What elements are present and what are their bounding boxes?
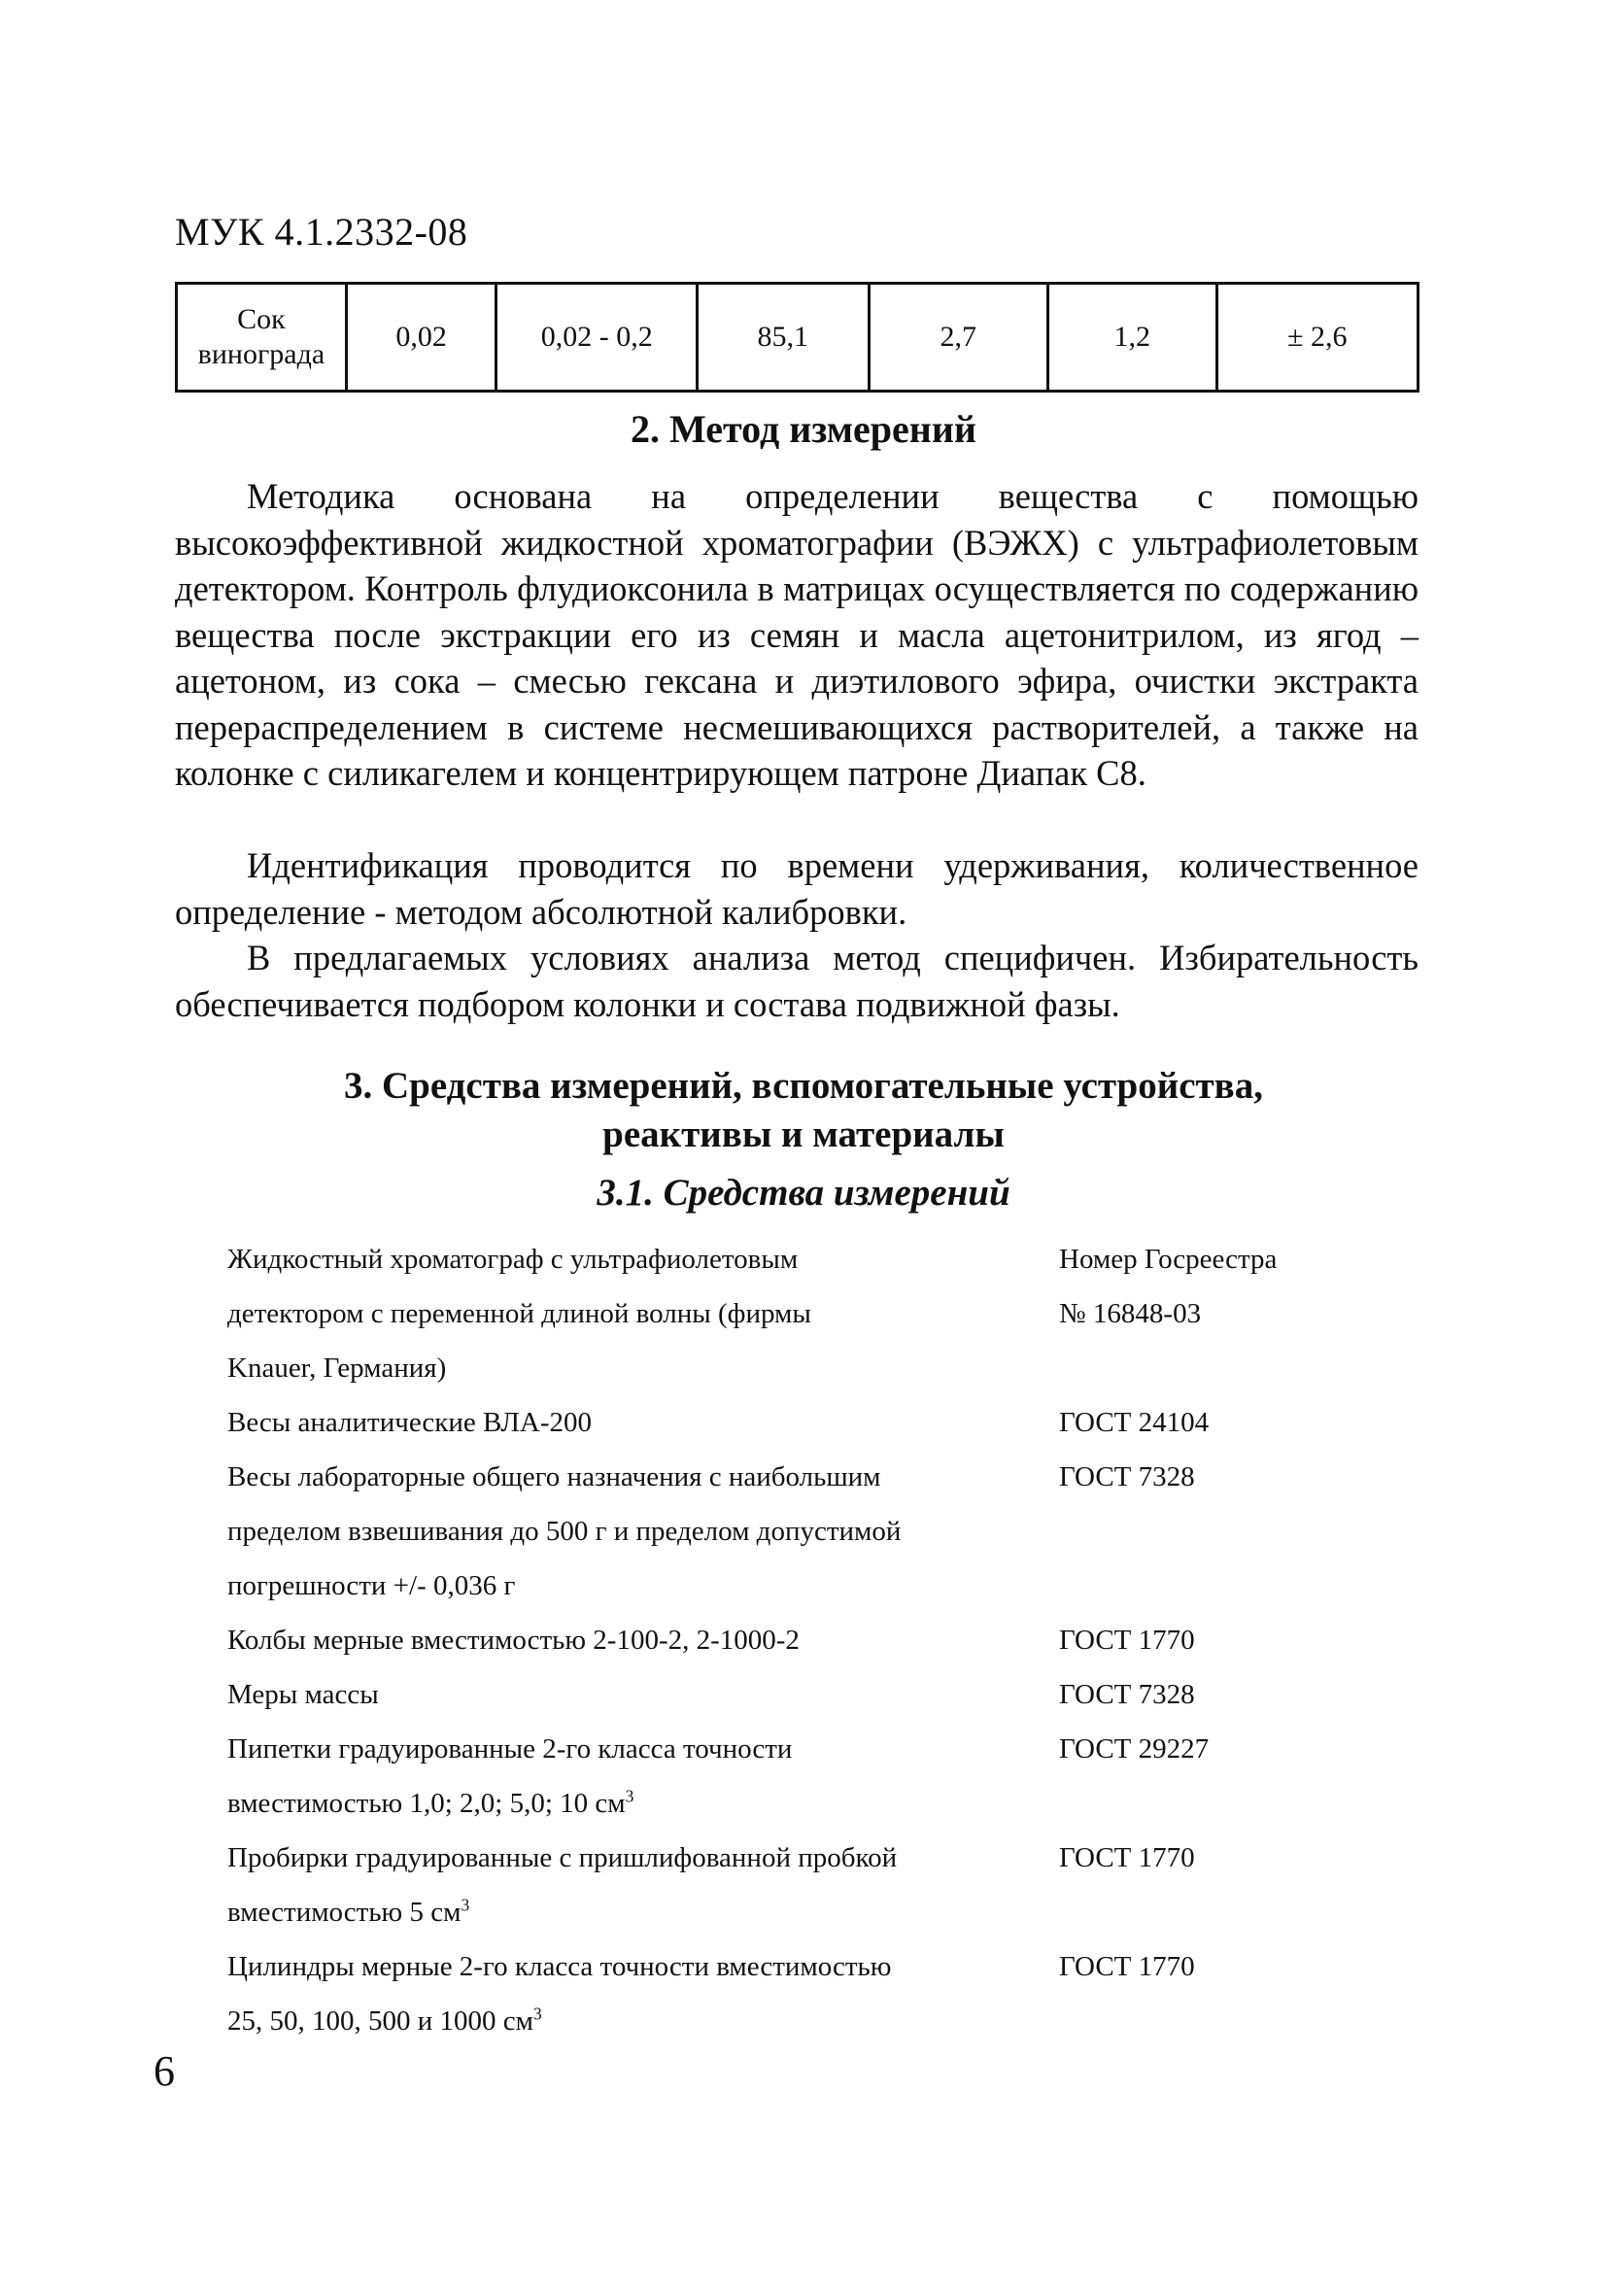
description-line: погрешности +/- 0,036 г xyxy=(227,1570,516,1601)
list-item xyxy=(227,1613,1374,1667)
standard-reference xyxy=(1059,1939,1374,2048)
description-line: Пробирки градуированные с пришлифованной пробкой xyxy=(227,1842,898,1873)
table-cell: 0,02 xyxy=(346,284,496,392)
unit-superscript: 3 xyxy=(625,1786,634,1806)
section-3-heading-line2: реактивы и материалы xyxy=(602,1114,1005,1155)
table-cell: 2,7 xyxy=(869,284,1047,392)
unit-superscript: 3 xyxy=(461,1895,470,1915)
list-item xyxy=(227,1939,1374,2048)
description-line: Цилиндры мерные 2-го класса точности вместимостью xyxy=(227,1951,892,1982)
standard-reference xyxy=(1059,1831,1374,1939)
matrix-name-line1: Сок xyxy=(237,303,286,335)
table-cell: 1,2 xyxy=(1048,284,1217,392)
paragraph-text: Идентификация проводится по времени удерживания, количественное определение - методом абсолютной калибровки. xyxy=(175,845,1419,932)
table-row xyxy=(177,284,1419,392)
reference-line: ГОСТ 24104 xyxy=(1059,1407,1210,1438)
description-line: Весы аналитические ВЛА-200 xyxy=(227,1407,593,1438)
reference-line: ГОСТ 1770 xyxy=(1059,1951,1195,1982)
paragraph-text: В предлагаемых условиях анализа метод специфичен. Избирательность обеспечивается подбором колонки и состава подвижной фазы. xyxy=(175,938,1419,1024)
section-3-heading-line1: 3. Средства измерений, вспомогательные устройства, xyxy=(344,1065,1263,1107)
instrument-description xyxy=(227,1450,1059,1613)
list-item xyxy=(227,1232,1374,1395)
section-2-heading: 2. Метод измерений xyxy=(631,407,976,451)
standard-reference xyxy=(1059,1613,1374,1667)
description-line: Жидкостный хроматограф с ультрафиолетовым xyxy=(227,1244,799,1275)
reference-line: ГОСТ 1770 xyxy=(1059,1842,1195,1873)
instrument-description xyxy=(227,1667,1059,1722)
description-line: пределом взвешивания до 500 г и пределом допустимой xyxy=(227,1516,902,1547)
section-3-heading xyxy=(0,1062,1607,1159)
standard-reference xyxy=(1059,1395,1374,1450)
list-item xyxy=(227,1450,1374,1613)
description-line: вместимостью 1,0; 2,0; 5,0; 10 $см^3$ xyxy=(227,1786,634,1819)
table-cell: 85,1 xyxy=(697,284,869,392)
instrument-description xyxy=(227,1232,1059,1395)
standard-reference xyxy=(1059,1450,1374,1613)
section-2-paragraph-1 xyxy=(175,473,1419,797)
reference-line: № 16848-03 xyxy=(1059,1298,1202,1329)
description-line: вместимостью 5 $см^3$ xyxy=(227,1895,470,1928)
description-line: Колбы мерные вместимостью 2-100-2, 2-1000-2 xyxy=(227,1625,800,1656)
section-2-paragraph-3 xyxy=(175,935,1419,1027)
standard-reference xyxy=(1059,1722,1374,1831)
matrix-name-line2: винограда xyxy=(197,338,325,370)
list-item xyxy=(227,1722,1374,1831)
instruments-list xyxy=(227,1232,1374,2048)
instrument-description xyxy=(227,1939,1059,2048)
instrument-description xyxy=(227,1722,1059,1831)
page-number: 6 xyxy=(154,2047,175,2095)
reference-line: ГОСТ 7328 xyxy=(1059,1679,1195,1710)
description-line: 25, 50, 100, 500 и 1000 $см^3$ xyxy=(227,2004,542,2037)
unit-superscript: 3 xyxy=(533,2004,542,2024)
description-line: Меры массы xyxy=(227,1679,379,1710)
paragraph-text: Методика основана на определении вещества с помощью высокоэффективной жидкостной хроматографии (ВЭЖХ) с ультрафиолетовым детектором. Контроль флудиоксонила в матрицах осуществляется по содержанию вещества после экстракции его из семян и масла ацетонитрилом, из ягод – ацетоном, из сока – смесью гексана и диэтилового эфира, очистки экстракта перераспределением в системе несмешивающихся растворителей, а также на колонке с силикагелем и концентрирующем патроне Диапак С8. xyxy=(175,476,1419,793)
table-cell: 0,02 - 0,2 xyxy=(496,284,697,392)
section-2-paragraph-2 xyxy=(175,842,1419,935)
standard-reference xyxy=(1059,1232,1374,1395)
reference-line: ГОСТ 7328 xyxy=(1059,1461,1195,1492)
instrument-description xyxy=(227,1395,1059,1450)
instrument-description xyxy=(227,1613,1059,1667)
instrument-description xyxy=(227,1831,1059,1939)
document-code: МУК 4.1.2332-08 xyxy=(175,210,468,254)
table-cell: ± 2,6 xyxy=(1216,284,1418,392)
list-item xyxy=(227,1395,1374,1450)
description-line: Knauer, Германия) xyxy=(227,1353,447,1384)
description-line: детектором с переменной длиной волны (фирмы xyxy=(227,1298,811,1329)
reference-line: ГОСТ 29227 xyxy=(1059,1733,1210,1765)
subsection-3-1-heading: 3.1. Средства измерений xyxy=(597,1172,1010,1214)
list-item xyxy=(227,1667,1374,1722)
table-cell-matrix xyxy=(177,284,347,392)
list-item xyxy=(227,1831,1374,1939)
description-line: Пипетки градуированные 2-го класса точности xyxy=(227,1733,793,1765)
standard-reference xyxy=(1059,1667,1374,1722)
results-table-row xyxy=(175,282,1419,393)
reference-line: Номер Госреестра xyxy=(1059,1244,1278,1275)
description-line: Весы лабораторные общего назначения с наибольшим xyxy=(227,1461,881,1492)
reference-line: ГОСТ 1770 xyxy=(1059,1625,1195,1656)
